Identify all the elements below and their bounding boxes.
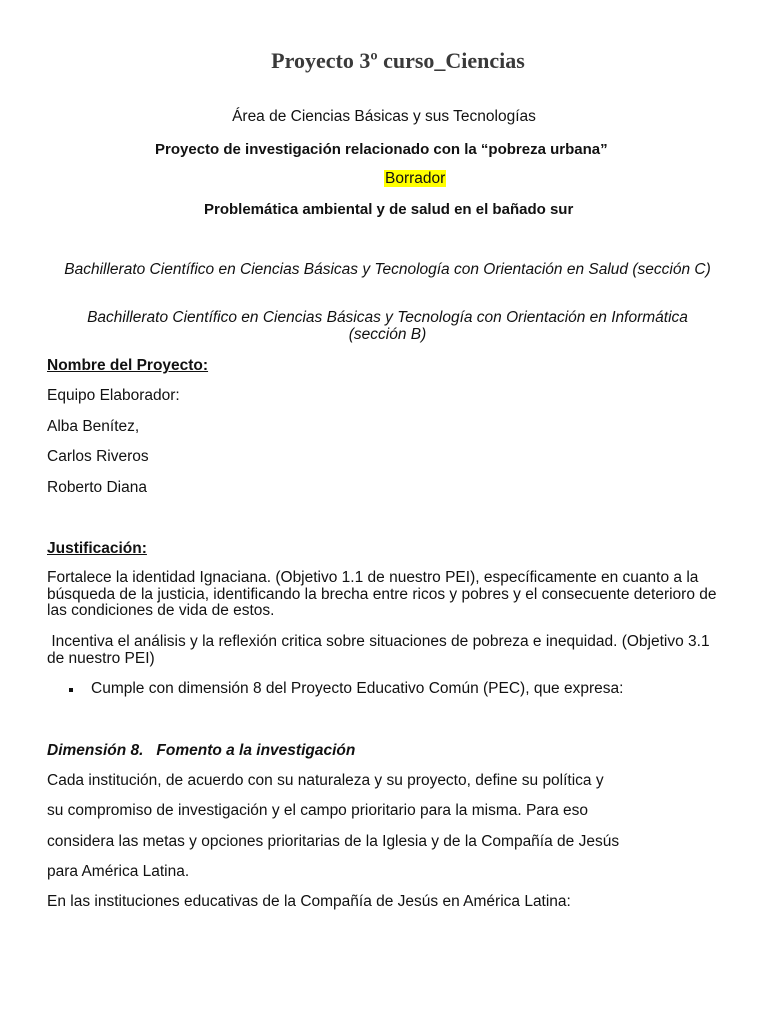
closing-line: En las instituciones educativas de la Compañía de Jesús en América Latina: (47, 893, 571, 910)
justification-paragraph: Incentiva el análisis y la reflexión critica sobre situaciones de pobreza e inequidad. (Objetivo 3.1 de nuestro PEI) (47, 633, 714, 667)
area-heading: Área de Ciencias Básicas y sus Tecnologías (232, 108, 536, 125)
draft-label: Borrador (385, 170, 446, 187)
bullet-icon (69, 688, 73, 692)
bachillerato-salud: Bachillerato Científico en Ciencias Básicas y Tecnología con Orientación en Salud (sección C) (64, 261, 711, 278)
bullet-item: Cumple con dimensión 8 del Proyecto Educativo Común (PEC), que expresa: (91, 680, 624, 697)
team-member: Roberto Diana (47, 479, 147, 496)
document-title: Proyecto 3º curso_Ciencias (271, 48, 525, 73)
dimension-text-line: Cada institución, de acuerdo con su naturaleza y su proyecto, define su política y (47, 772, 604, 789)
problem-title: Problemática ambiental y de salud en el bañado sur (204, 201, 574, 218)
team-member: Carlos Riveros (47, 448, 149, 465)
justification-paragraph: Fortalece la identidad Ignaciana. (Objetivo 1.1 de nuestro PEI), específicamente en cuanto a la búsqueda de la justicia, identificando la brecha entre ricos y pobres y el consecuente deterioro de las condiciones de vida de estos. (47, 569, 717, 619)
dimension-text-line: su compromiso de investigación y el campo prioritario para la misma. Para eso (47, 802, 589, 819)
draft-badge (384, 170, 446, 188)
project-name-heading: Nombre del Proyecto: (47, 357, 209, 374)
team-member: Alba Benítez, (47, 418, 140, 435)
dimension-heading: Dimensión 8. Fomento a la investigación (47, 742, 356, 759)
dimension-text-line: para América Latina. (47, 863, 190, 880)
team-label: Equipo Elaborador: (47, 387, 180, 404)
justification-heading: Justificación: (47, 540, 147, 557)
bachillerato-informatica: Bachillerato Científico en Ciencias Básicas y Tecnología con Orientación en Informática (sección B) (87, 309, 688, 343)
dimension-text-line: considera las metas y opciones prioritarias de la Iglesia y de la Compañía de Jesús (47, 833, 620, 850)
project-subtitle: Proyecto de investigación relacionado con la “pobreza urbana” (155, 141, 608, 158)
